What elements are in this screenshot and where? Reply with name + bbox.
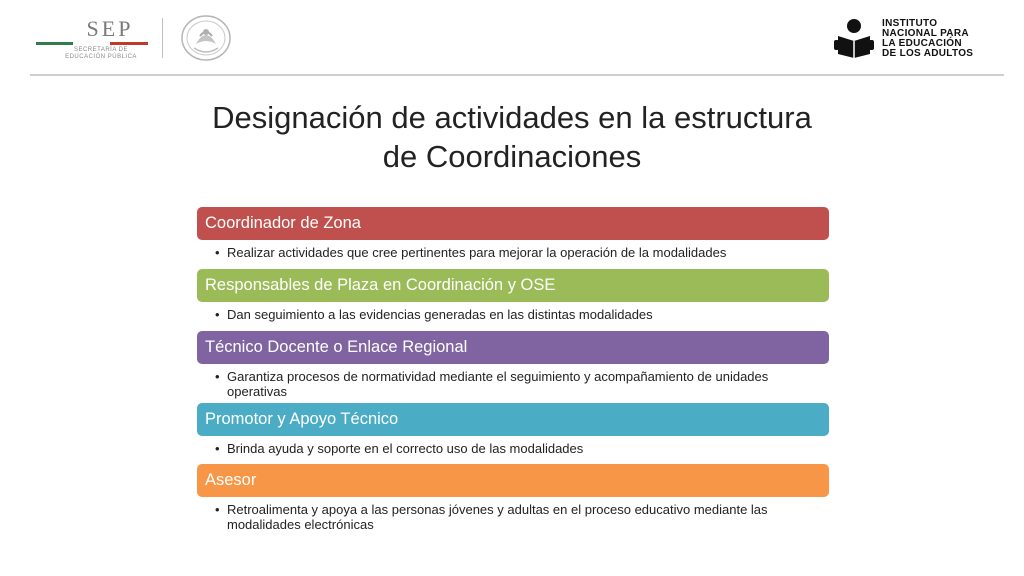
sep-logo-subtitle [56, 47, 146, 61]
inea-reader-icon [834, 18, 874, 58]
role-bar-promotor-apoyo-tecnico: Promotor y Apoyo Técnico [197, 403, 829, 436]
role-description [197, 307, 829, 322]
role-block [197, 331, 829, 399]
sep-logo-text: SEP [86, 16, 134, 41]
inea-logo [834, 18, 994, 58]
inea-logo-text [882, 19, 973, 59]
role-bar-coordinador-de-zona: Coordinador de Zona [197, 207, 829, 240]
sep-logo-stripe [36, 42, 148, 45]
role-description [197, 369, 829, 399]
inea-line4: DE LOS ADULTOS [882, 48, 974, 59]
inea-line1: INSTITUTO [882, 18, 938, 29]
inea-line3: LA EDUCACIÓN [882, 38, 962, 49]
description-line: Garantiza procesos de normatividad mediante el seguimiento y acompañamiento de unidades [227, 369, 769, 384]
description-line: operativas [227, 384, 287, 399]
title-line2: de Coordinaciones [382, 139, 642, 174]
role-block [197, 464, 829, 532]
role-block [197, 403, 829, 456]
title-line1: Designación de actividades en la estructura [212, 100, 812, 135]
page-title [0, 98, 1024, 176]
logo-divider [162, 18, 163, 58]
bullet: • [215, 307, 220, 322]
role-bar-responsables-de-plaza: Responsables de Plaza en Coordinación y OSE [197, 269, 829, 302]
description-line: Dan seguimiento a las evidencias generadas en las distintas modalidades [227, 307, 653, 322]
role-description [197, 502, 829, 532]
description-line: Realizar actividades que cree pertinentes para mejorar la operación de la modalidades [227, 245, 727, 260]
description-line: modalidades electrónicas [227, 517, 374, 532]
sep-logo [36, 16, 156, 60]
inea-line2: NACIONAL PARA [882, 28, 969, 39]
role-bar-tecnico-docente: Técnico Docente o Enlace Regional [197, 331, 829, 364]
bullet: • [215, 245, 220, 260]
description-line: Retroalimenta y apoya a las personas jóvenes y adultas en el proceso educativo mediante las [227, 502, 768, 517]
bullet: • [215, 502, 220, 517]
role-description [197, 245, 829, 260]
bullet: • [215, 441, 220, 456]
role-bar-asesor: Asesor [197, 464, 829, 497]
national-seal-icon [178, 14, 234, 62]
sep-subtitle-line2: EDUCACIÓN PÚBLICA [65, 54, 137, 60]
header [0, 0, 1024, 80]
sep-subtitle-line1: SECRETARÍA DE [73, 47, 129, 53]
role-block [197, 207, 829, 260]
description-line: Brinda ayuda y soporte en el correcto uso de las modalidades [227, 441, 584, 456]
header-divider [30, 74, 1004, 76]
bullet: • [215, 369, 220, 384]
role-description [197, 441, 829, 456]
role-block [197, 269, 829, 322]
